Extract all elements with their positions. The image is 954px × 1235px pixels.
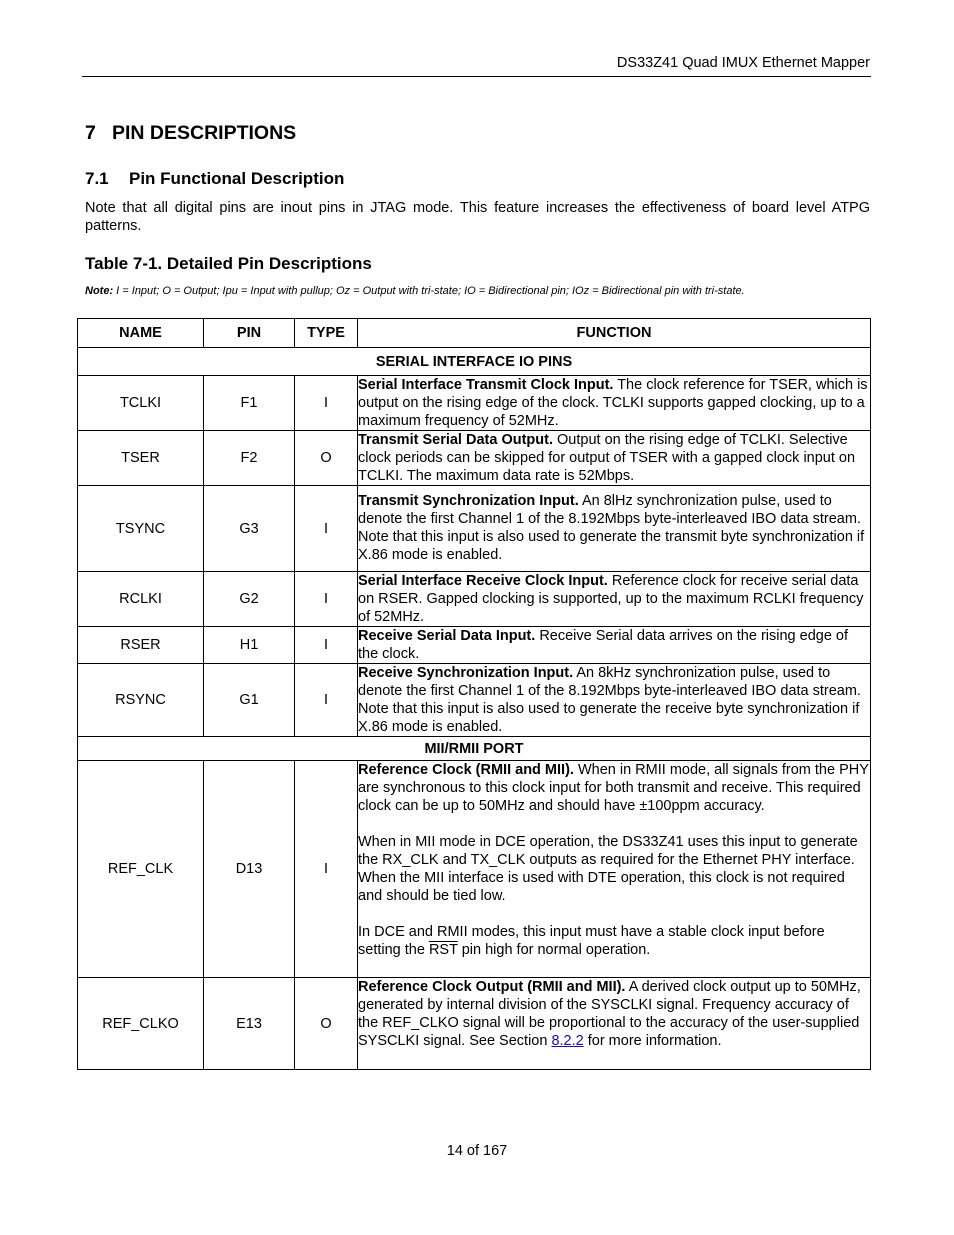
group-row bbox=[78, 737, 871, 761]
section-link[interactable]: 8.2.2 bbox=[551, 1033, 584, 1049]
paragraph-gap bbox=[358, 815, 870, 833]
function-title: Serial Interface Receive Clock Input. bbox=[358, 573, 608, 589]
function-title: Receive Synchronization Input. bbox=[358, 665, 574, 681]
pin-number: F1 bbox=[204, 376, 295, 431]
pin-name: TCLKI bbox=[78, 376, 204, 431]
pin-function bbox=[358, 376, 871, 431]
pin-type: I bbox=[295, 486, 358, 572]
pin-type: I bbox=[295, 572, 358, 627]
pin-number: G1 bbox=[204, 664, 295, 737]
function-text: pin high for normal operation. bbox=[457, 942, 651, 958]
table-row bbox=[78, 978, 871, 1070]
function-text: Receive Serial data arrives on the rising edge of the clock. bbox=[358, 628, 849, 662]
function-title: Receive Serial Data Input. bbox=[358, 628, 536, 644]
table-row bbox=[78, 376, 871, 431]
intro-paragraph: Note that all digital pins are inout pins in JTAG mode. This feature increases the effectiveness of board level ATPG patterns. bbox=[85, 200, 870, 234]
header-function: FUNCTION bbox=[358, 319, 871, 348]
function-text: A derived clock output up to 50MHz, generated by internal division of the SYSCLKI signal. Frequency accuracy of the REF_CLKO signal will be proportional to the accuracy of the user-supplied SYSCLKI signal. See Section bbox=[358, 979, 861, 1049]
group-title: SERIAL INTERFACE IO PINS bbox=[78, 348, 871, 376]
function-text: Reference clock for receive serial data on RSER. Gapped clocking is supported, up to the maximum RCLKI frequency of 52MHz. bbox=[358, 573, 864, 625]
pin-description-table bbox=[77, 318, 871, 1070]
pin-function bbox=[358, 978, 871, 1070]
function-title: Transmit Synchronization Input. bbox=[358, 493, 579, 509]
header-pin: PIN bbox=[204, 319, 295, 348]
group-row bbox=[78, 348, 871, 376]
pin-name: TSER bbox=[78, 431, 204, 486]
pin-name: REF_CLKO bbox=[78, 978, 204, 1070]
table-row bbox=[78, 572, 871, 627]
function-text: When in RMII mode, all signals from the PHY are synchronous to this clock input for both transmit and receive. This required clock can be up to 50MHz and should have ±100ppm accuracy. bbox=[358, 762, 869, 814]
table-row bbox=[78, 431, 871, 486]
table-row bbox=[78, 664, 871, 737]
table-row bbox=[78, 486, 871, 572]
note-label: Note: bbox=[85, 285, 114, 297]
pin-function bbox=[358, 431, 871, 486]
pin-name: REF_CLK bbox=[78, 761, 204, 978]
pin-function bbox=[358, 572, 871, 627]
subsection-number: 7.1 bbox=[85, 169, 109, 188]
table-note bbox=[85, 285, 745, 297]
function-title: Reference Clock Output (RMII and MII). bbox=[358, 979, 626, 995]
pin-function bbox=[358, 486, 871, 572]
function-text: Output on the rising edge of TCLKI. Selective clock periods can be skipped for output of TSER with a gapped clock input on TCLKI. The maximum data rate is 52Mbps. bbox=[358, 432, 856, 484]
pin-name: RCLKI bbox=[78, 572, 204, 627]
subsection-title: Pin Functional Description bbox=[129, 169, 345, 188]
function-paragraph: When in MII mode in DCE operation, the DS33Z41 uses this input to generate the RX_CLK and TX_CLK outputs as required for the Ethernet PHY interface. When the MII interface is used with DTE operation, this clock is not required and should be tied low. bbox=[358, 834, 858, 904]
function-title: Transmit Serial Data Output. bbox=[358, 432, 553, 448]
header-type: TYPE bbox=[295, 319, 358, 348]
function-text: for more information. bbox=[583, 1033, 722, 1049]
subsection-heading bbox=[85, 169, 344, 189]
paragraph-gap bbox=[358, 905, 870, 923]
section-heading bbox=[85, 122, 296, 145]
pin-name: RSYNC bbox=[78, 664, 204, 737]
pin-function bbox=[358, 627, 871, 664]
pin-number: E13 bbox=[204, 978, 295, 1070]
pin-type: I bbox=[295, 761, 358, 978]
function-paragraph bbox=[358, 761, 870, 815]
note-text: I = Input; O = Output; Ipu = Input with pullup; Oz = Output with tri-state; IO = Bidirectional pin; IOz = Bidirectional pin with tri-state. bbox=[113, 285, 745, 297]
pin-type: O bbox=[295, 431, 358, 486]
table-header-row bbox=[78, 319, 871, 348]
pin-function bbox=[358, 664, 871, 737]
section-number: 7 bbox=[85, 122, 96, 144]
pin-number: D13 bbox=[204, 761, 295, 978]
function-text: An 8lHz synchronization pulse, used to denote the first Channel 1 of the 8.192Mbps byte-interleaved IBO data stream. Note that this input is also used to generate the transmit byte synchronization if X.86 mode is enabled. bbox=[358, 493, 865, 563]
table-row bbox=[78, 761, 871, 978]
function-text: An 8kHz synchronization pulse, used to denote the first Channel 1 of the 8.192Mbps byte-interleaved IBO data stream. Note that this input is also used to generate the receive byte synchronization if X.86 mode is enabled. bbox=[358, 665, 861, 735]
pin-number: G3 bbox=[204, 486, 295, 572]
group-title: MII/RMII PORT bbox=[78, 737, 871, 761]
pin-function bbox=[358, 761, 871, 978]
page-number: 14 of 167 bbox=[446, 1143, 508, 1159]
pin-name: RSER bbox=[78, 627, 204, 664]
table-row bbox=[78, 627, 871, 664]
rst-signal: $\overline{RST}$ bbox=[428, 942, 458, 958]
pin-type: I bbox=[295, 376, 358, 431]
section-title: PIN DESCRIPTIONS bbox=[112, 122, 297, 144]
function-text: The clock reference for TSER, which is output on the rising edge of the clock. TCLKI supports gapped clocking, up to a maximum frequency of 52MHz. bbox=[358, 377, 868, 429]
function-paragraph bbox=[358, 923, 870, 959]
running-header: DS33Z41 Quad IMUX Ethernet Mapper bbox=[616, 55, 870, 71]
pin-name: TSYNC bbox=[78, 486, 204, 572]
pin-type: I bbox=[295, 627, 358, 664]
pin-number: H1 bbox=[204, 627, 295, 664]
header-name: NAME bbox=[78, 319, 204, 348]
pin-type: I bbox=[295, 664, 358, 737]
function-text: In DCE and RMII modes, this input must have a stable clock input before setting the bbox=[358, 924, 825, 958]
table-caption: Table 7-1. Detailed Pin Descriptions bbox=[85, 254, 372, 273]
function-title: Reference Clock (RMII and MII). bbox=[358, 762, 574, 778]
pin-number: G2 bbox=[204, 572, 295, 627]
pin-type: O bbox=[295, 978, 358, 1070]
header-rule bbox=[82, 76, 871, 77]
function-title: Serial Interface Transmit Clock Input. bbox=[358, 377, 614, 393]
pin-number: F2 bbox=[204, 431, 295, 486]
